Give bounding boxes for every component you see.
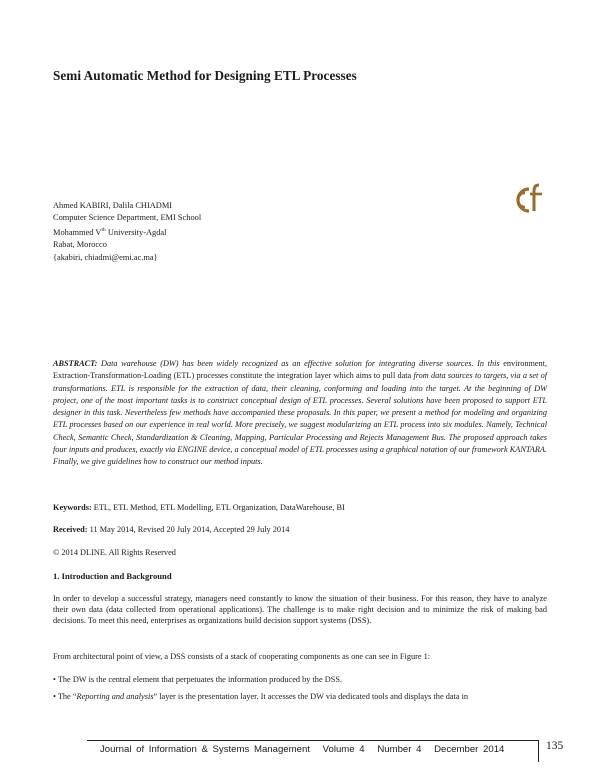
footer-vertical-rule bbox=[538, 740, 539, 762]
author-names: Ahmed KABIRI, Dalila CHIADMI bbox=[53, 201, 173, 210]
intro-paragraph-2: From architectural point of view, a DSS consists of a stack of cooperating components as one can see in Figure 1: bbox=[53, 652, 431, 661]
copyright: © 2014 DLINE. All Rights Reserved bbox=[53, 548, 176, 557]
author-email: {akabiri, chiadmi@emi.ac.ma} bbox=[53, 252, 158, 262]
intro-paragraph-1: In order to develop a successful strategy, managers need constantly to know the situation of their business. For this reason, they have to analyze their own data (data collected from operational applications). The challenge is to make right decision and to minimize the risk of making bad decisions. To meet this need, enterprises as organizations build decision support systems (DSS). bbox=[53, 594, 547, 626]
journal-footer bbox=[100, 744, 512, 755]
author-department: Computer Science Department, EMI School bbox=[53, 213, 202, 223]
section-heading: 1. Introduction and Background bbox=[53, 571, 172, 581]
keywords: Keywords: ETL, ETL Method, ETL Modelling, ETL Organization, DataWarehouse, BI bbox=[53, 503, 345, 512]
author-university: Mohammed Vth University-Agdal bbox=[53, 227, 167, 238]
footer-journal: Journal of Information & Systems Management bbox=[100, 744, 310, 755]
abstract-text-part3: from data sources to targets, via a set of transformations. ETL is responsible for the extraction of data, their cleaning, conforming and loading into the target. At the beginning of DW project, one of the most important tasks is to construct conceptual design of ETL processes. Several solutions have been proposed to support ETL designer in this task. Nevertheless few methods have accompanied these proposals. In this paper, we present a method for modeling and organizing ETL processes based on our experience in real world. More precisely, we suggest modularizing an ETL process into six modules. Namely, Technical Check, Semantic Check, Standardization & Cleaning, Mapping, Particular Processing and Rejects Management Bus. The proposed approach takes four inputs and produces, exactly via ENGINE device, a conceptual model of ETL processes using a graphical notation of our framework KANTARA. Finally, we give guidelines how to construct our method inputs. bbox=[53, 371, 547, 466]
author-block bbox=[53, 200, 201, 264]
abstract bbox=[53, 358, 547, 468]
footer-rule bbox=[87, 740, 538, 741]
footer-date: December 2014 bbox=[434, 744, 505, 755]
paper-title: Semi Automatic Method for Designing ETL Processes bbox=[53, 68, 357, 83]
page-number: 135 bbox=[546, 740, 564, 752]
abstract-text-part2: environment, Extraction-Transformation-Loading (ETL) processes constitute the integration layer which aims to pull data bbox=[53, 359, 548, 381]
bullet-item-1: • The DW is the central element that perpetuates the information produced by the DSS. bbox=[53, 675, 343, 684]
footer-volume: Volume 4 bbox=[322, 744, 365, 755]
author-location: Rabat, Morocco bbox=[53, 240, 107, 250]
publisher-logo-icon bbox=[514, 181, 548, 215]
bullet-item-2: • The “Reporting and analysis” layer is the presentation layer. It accesses the DW via dedicated tools and displays the data in bbox=[53, 692, 469, 701]
abstract-label: ABSTRACT: bbox=[53, 359, 98, 368]
abstract-text-part1: Data warehouse (DW) has been widely recognized as an effective solution for integrating diverse sources. In this bbox=[100, 359, 500, 368]
footer-number: Number 4 bbox=[377, 744, 422, 755]
received-dates: Received: 11 May 2014, Revised 20 July 2014, Accepted 29 July 2014 bbox=[53, 525, 290, 534]
